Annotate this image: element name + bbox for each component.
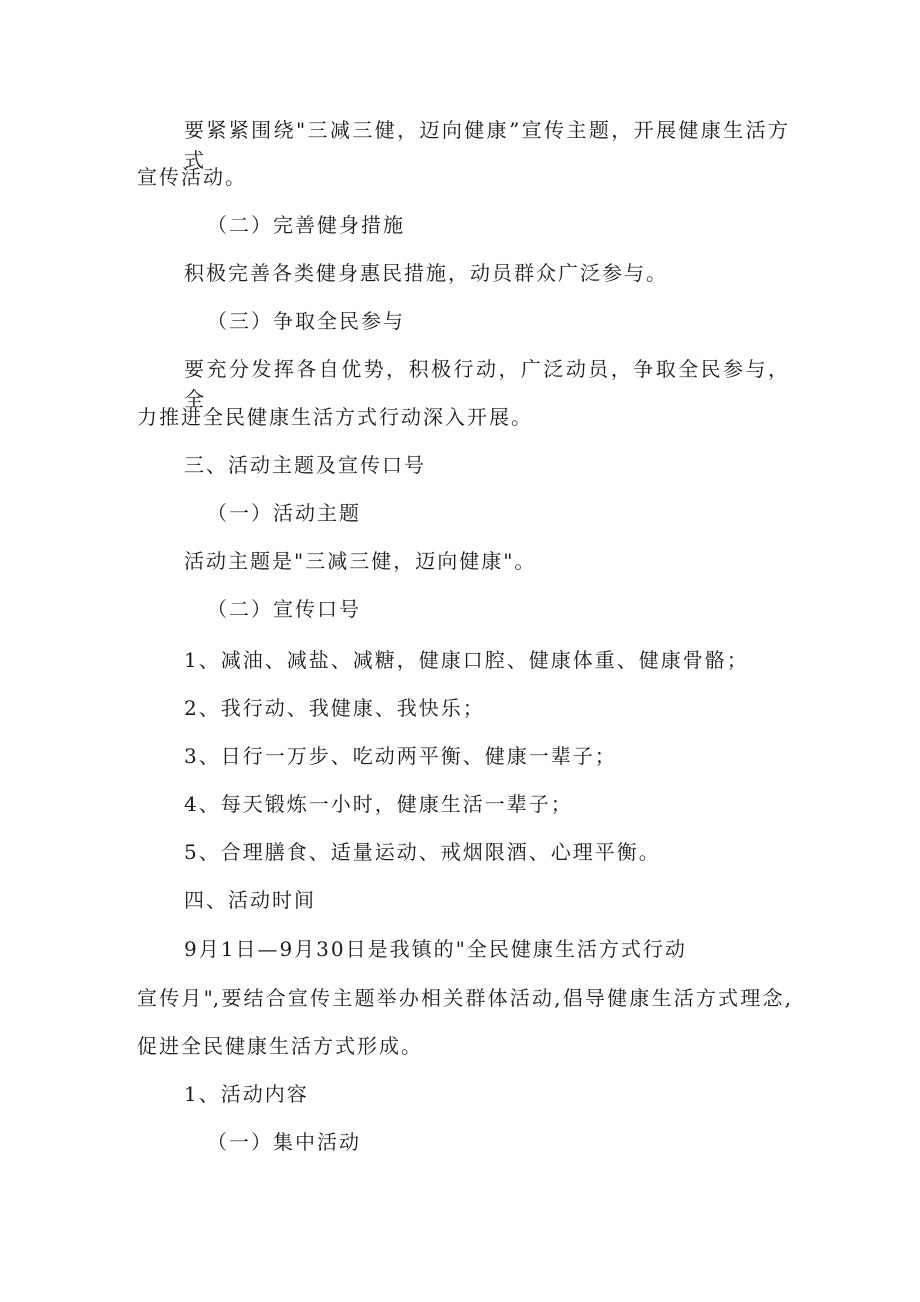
list-item: 3、日行一万步、吃动两平衡、健康一辈子； [184,744,617,768]
list-item: 2、我行动、我健康、我快乐； [184,696,485,720]
section-heading: 四、活动时间 [184,888,316,912]
paragraph-line: 宣传活动。 [137,165,247,189]
list-item: 1、减油、减盐、减糖，健康口腔、健康体重、健康骨骼； [184,648,749,672]
subheading: （二）宣传口号 [207,597,361,621]
paragraph-line: 促进全民健康生活方式形成。 [137,1034,423,1058]
paragraph-line: 9月1日—9月30日是我镇的"全民健康生活方式行动 [184,937,687,961]
section-heading: 1、活动内容 [184,1082,309,1106]
paragraph-line: 要充分发挥各自优势，积极行动，广泛动员，争取全民参与，全 [184,357,790,411]
paragraph-line: 力推进全民健康生活方式行动深入开展。 [137,405,533,429]
paragraph-line: 宣传月",要结合宣传主题举办相关群体活动,倡导健康生活方式理念, [137,986,791,1010]
paragraph-line: 活动主题是"三减三健，迈向健康"。 [184,549,537,573]
subheading: （一）活动主题 [207,501,361,525]
subheading: （三）争取全民参与 [207,309,405,333]
list-item: 4、每天锻炼一小时，健康生活一辈子； [184,792,573,816]
list-item: 5、合理膳食、适量运动、戒烟限酒、心理平衡。 [184,840,661,864]
subheading: （二）完善健身措施 [207,213,405,237]
paragraph-line: 积极完善各类健身惠民措施，动员群众广泛参与。 [184,261,668,285]
subheading: （一）集中活动 [207,1130,361,1154]
paragraph-line: 要紧紧围绕"三减三健，迈向健康”宣传主题，开展健康生活方式 [184,118,790,172]
section-heading: 三、活动主题及宣传口号 [184,453,426,477]
